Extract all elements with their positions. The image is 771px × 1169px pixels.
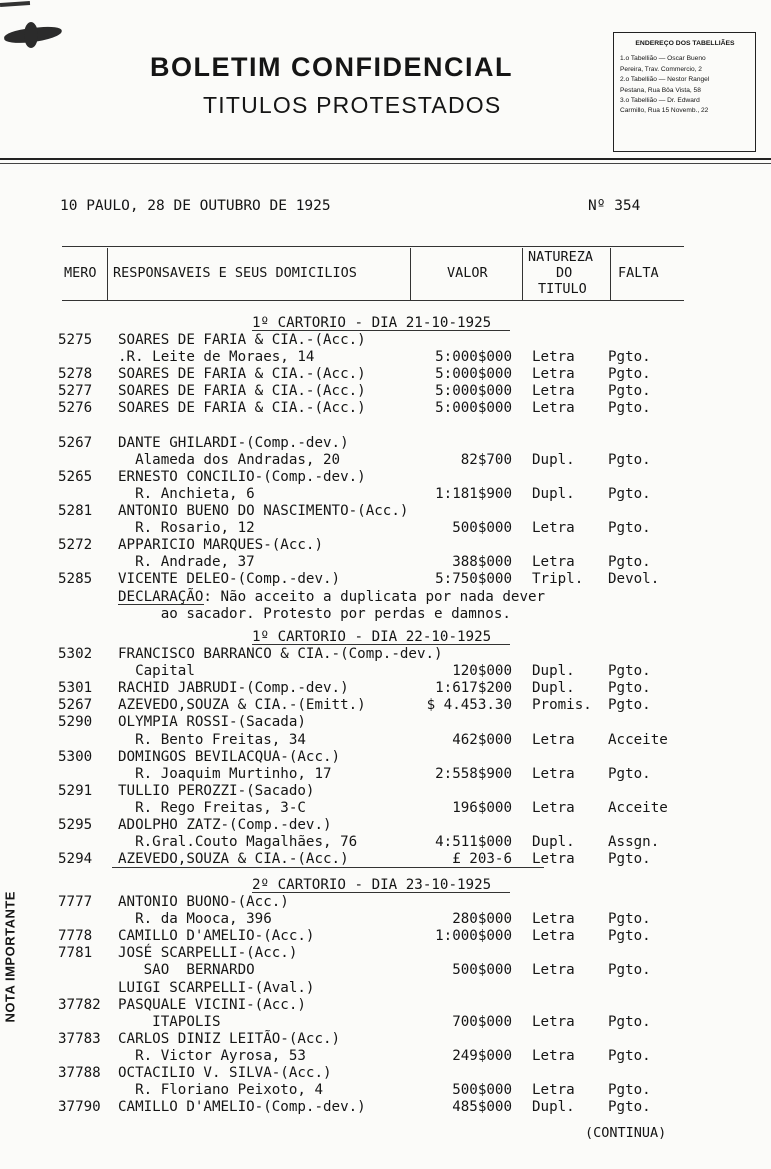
row-number: 5272: [58, 537, 93, 554]
row-status: Pgto.: [608, 697, 651, 714]
header-rule: [0, 158, 771, 160]
row-responsible: ADOLPHO ZATZ-(Comp.-dev.): [118, 817, 332, 833]
row-status: Pgto.: [608, 451, 651, 468]
row-responsible: R. da Mooca, 396: [118, 911, 272, 928]
row-number: 37782: [58, 996, 101, 1013]
table-header-rule-bottom: [62, 300, 684, 301]
row-status: Pgto.: [608, 520, 651, 537]
issue-number: Nº 354: [588, 198, 641, 214]
row-responsible: AZEVEDO,SOUZA & CIA.-(Acc.): [118, 851, 349, 868]
row-number: 5290: [58, 714, 93, 731]
row-number: 7777: [58, 894, 93, 910]
row-title-type: Dupl.: [532, 834, 575, 851]
row-value: 2:558$900: [435, 765, 512, 782]
row-value: 5:750$000: [435, 571, 512, 588]
row-responsible: TULLIO PEROZZI-(Sacado): [118, 782, 315, 799]
row-responsible: LUIGI SCARPELLI-(Aval.): [118, 979, 315, 996]
row-status: Pgto.: [608, 349, 651, 366]
row-value: 700$000: [452, 1013, 512, 1030]
row-responsible: APPARICIO MARQUES-(Acc.): [118, 537, 323, 554]
row-responsible: SOARES DE FARIA & CIA.-(Acc.): [118, 383, 366, 400]
row-responsible: Capital: [118, 663, 195, 680]
row-status: Pgto.: [608, 663, 651, 680]
column-divider: [522, 248, 523, 300]
row-value: 5:000$000: [435, 349, 512, 366]
row-value: 5:000$000: [435, 366, 512, 383]
row-title-type: Dupl.: [532, 485, 575, 502]
address-box: [613, 32, 756, 152]
row-responsible: CARLOS DINIZ LEITÃO-(Acc.): [118, 1030, 341, 1047]
col-header-falta: FALTA: [618, 265, 659, 281]
row-title-type: Letra: [532, 928, 575, 945]
row-responsible: JOSÉ SCARPELLI-(Acc.): [118, 945, 298, 962]
row-title-type: Letra: [532, 400, 575, 417]
column-divider: [610, 248, 611, 300]
row-responsible: CAMILLO D'AMELIO-(Comp.-dev.): [118, 1099, 366, 1116]
row-responsible: R. Joaquim Murtinho, 17: [118, 765, 332, 782]
col-header-titulo: TITULO: [538, 281, 587, 297]
row-responsible: ERNESTO CONCILIO-(Comp.-dev.): [118, 468, 366, 485]
row-number: 5295: [58, 817, 93, 833]
row-responsible: R. Anchieta, 6: [118, 485, 255, 502]
row-title-type: Letra: [532, 731, 575, 748]
row-responsible: ANTONIO BUONO-(Acc.): [118, 894, 289, 910]
row-number: 37788: [58, 1065, 101, 1081]
row-number: 5267: [58, 697, 93, 714]
section-heading-rule: [252, 644, 510, 645]
row-responsible: SOARES DE FARIA & CIA.-(Acc.): [118, 400, 366, 417]
row-title-type: Dupl.: [532, 680, 575, 697]
row-number: 5301: [58, 680, 93, 697]
row-responsible: DANTE GHILARDI-(Comp.-dev.): [118, 434, 349, 451]
row-status: Pgto.: [608, 554, 651, 571]
row-title-type: Letra: [532, 1082, 575, 1099]
row-status: Pgto.: [608, 485, 651, 502]
row-number: 5285: [58, 571, 93, 588]
row-responsible: CAMILLO D'AMELIO-(Acc.): [118, 928, 315, 945]
page-title: BOLETIM CONFIDENCIAL: [150, 52, 513, 82]
row-value: 4:511$000: [435, 834, 512, 851]
side-notice: [0, 0, 40, 1169]
col-header-do: DO: [556, 265, 573, 281]
table-header-rule-top: [62, 246, 684, 247]
row-title-type: Tripl.: [532, 571, 584, 588]
row-value: 462$000: [452, 731, 512, 748]
address-line: 2.o Tabellião — Nestor Rangel: [620, 76, 710, 84]
row-number: 7781: [58, 945, 93, 962]
row-value: $ 4.453.30: [426, 697, 512, 714]
row-value: 249$000: [452, 1047, 512, 1064]
row-title-type: Letra: [532, 962, 575, 979]
row-number: 7778: [58, 928, 93, 945]
row-value: 5:000$000: [435, 400, 512, 417]
row-value: 120$000: [452, 663, 512, 680]
dateline: 10 PAULO, 28 DE OUTUBRO DE 1925: [60, 198, 331, 214]
row-status: Assgn.: [608, 834, 660, 851]
row-responsible: FRANCISCO BARRANCO & CIA.-(Comp.-dev.): [118, 646, 443, 662]
row-status: Pgto.: [608, 383, 651, 400]
continua-footer: (CONTINUA): [585, 1125, 667, 1141]
section-heading-rule: [252, 330, 510, 331]
row-number: 5265: [58, 468, 93, 485]
row-status: Pgto.: [608, 962, 651, 979]
row-title-type: Letra: [532, 1047, 575, 1064]
row-title-type: Letra: [532, 554, 575, 571]
row-status: Pgto.: [608, 851, 651, 868]
section-heading: 1º CARTORIO - DIA 21-10-1925: [252, 315, 492, 331]
row-title-type: Letra: [532, 911, 575, 928]
row-value: 388$000: [452, 554, 512, 571]
row-status: Pgto.: [608, 1099, 651, 1116]
nota-importante-label: NOTA IMPORTANTE: [2, 891, 18, 1023]
row-responsible: R. Rego Freitas, 3-C: [118, 799, 306, 816]
row-title-type: Letra: [532, 383, 575, 400]
row-title-type: Letra: [532, 1013, 575, 1030]
column-divider: [107, 248, 108, 300]
row-title-type: Letra: [532, 366, 575, 383]
row-status: Pgto.: [608, 928, 651, 945]
row-responsible: DECLARAÇÃO: Não acceito a duplicata por nada dever: [118, 588, 546, 605]
row-responsible: SOARES DE FARIA & CIA.-(Acc.): [118, 366, 366, 383]
row-title-type: Letra: [532, 349, 575, 366]
declaracao-underline: [118, 604, 204, 605]
row-value: 500$000: [452, 962, 512, 979]
row-responsible: RACHID JABRUDI-(Comp.-dev.): [118, 680, 349, 697]
row-responsible: R. Victor Ayrosa, 53: [118, 1047, 306, 1064]
row-responsible: R. Floriano Peixoto, 4: [118, 1082, 323, 1099]
row-number: 5294: [58, 851, 93, 868]
row-responsible: R. Andrade, 37: [118, 554, 255, 571]
row-responsible: SOARES DE FARIA & CIA.-(Acc.): [118, 332, 366, 348]
row-value: £ 203-6: [452, 851, 512, 868]
address-line: Pereira, Trav. Commercio, 2: [620, 65, 702, 73]
row-number: 5275: [58, 332, 93, 348]
row-responsible: R. Bento Freitas, 34: [118, 731, 306, 748]
row-status: Acceite: [608, 731, 668, 748]
section-end-rule: [112, 867, 544, 868]
row-title-type: Letra: [532, 520, 575, 537]
row-value: 196$000: [452, 799, 512, 816]
row-responsible: R.Gral.Couto Magalhães, 76: [118, 834, 358, 851]
row-responsible: ITAPOLIS: [118, 1013, 221, 1030]
address-line: Pestana, Rua Bôa Vista, 58: [620, 86, 701, 94]
row-status: Pgto.: [608, 400, 651, 417]
row-number: 5267: [58, 434, 93, 451]
row-number: 37790: [58, 1099, 101, 1116]
row-responsible: .R. Leite de Moraes, 14: [118, 349, 315, 366]
col-header-responsaveis: RESPONSAVEIS E SEUS DOMICILIOS: [113, 265, 357, 281]
row-title-type: Dupl.: [532, 451, 575, 468]
row-status: Pgto.: [608, 366, 651, 383]
row-value: 1:181$900: [435, 485, 512, 502]
section-heading: 1º CARTORIO - DIA 22-10-1925: [252, 629, 492, 645]
row-number: 5276: [58, 400, 93, 417]
row-value: 500$000: [452, 520, 512, 537]
row-responsible: DOMINGOS BEVILACQUA-(Acc.): [118, 748, 341, 765]
row-title-type: Letra: [532, 851, 575, 868]
address-line: 1.o Tabellião — Oscar Bueno: [620, 55, 706, 63]
row-title-type: Promis.: [532, 697, 592, 714]
row-value: 485$000: [452, 1099, 512, 1116]
row-responsible: R. Rosario, 12: [118, 520, 255, 537]
row-title-type: Dupl.: [532, 1099, 575, 1116]
col-header-valor: VALOR: [447, 265, 488, 281]
row-status: Acceite: [608, 799, 668, 816]
row-value: 82$700: [460, 451, 512, 468]
row-number: 37783: [58, 1030, 101, 1047]
row-number: 5278: [58, 366, 93, 383]
row-responsible: OLYMPIA ROSSI-(Sacada): [118, 714, 306, 731]
row-status: Pgto.: [608, 911, 651, 928]
row-responsible: SAO BERNARDO: [118, 962, 255, 979]
row-responsible: Alameda dos Andradas, 20: [118, 451, 341, 468]
row-number: 5302: [58, 646, 93, 662]
row-status: Devol.: [608, 571, 660, 588]
row-status: Pgto.: [608, 1047, 651, 1064]
row-title-type: Dupl.: [532, 663, 575, 680]
row-status: Pgto.: [608, 1013, 651, 1030]
row-status: Pgto.: [608, 680, 651, 697]
row-value: 500$000: [452, 1082, 512, 1099]
row-responsible: AZEVEDO,SOUZA & CIA.-(Emitt.): [118, 697, 366, 714]
address-heading: ENDEREÇO DOS TABELLIÃES: [635, 40, 735, 47]
col-header-natureza: NATUREZA: [528, 249, 594, 265]
row-status: Pgto.: [608, 765, 651, 782]
row-status: Pgto.: [608, 1082, 651, 1099]
row-responsible: ANTONIO BUENO DO NASCIMENTO-(Acc.): [118, 503, 409, 519]
row-number: 5277: [58, 383, 93, 400]
page-subtitle: TITULOS PROTESTADOS: [203, 92, 502, 118]
row-responsible: VICENTE DELEO-(Comp.-dev.): [118, 571, 341, 588]
row-value: 1:617$200: [435, 680, 512, 697]
address-line: Carmillo, Rua 15 Novemb., 22: [620, 107, 709, 115]
row-responsible: ao sacador. Protesto por perdas e damnos.: [118, 605, 511, 622]
row-value: 280$000: [452, 911, 512, 928]
col-header-numero: MERO: [64, 265, 97, 281]
row-responsible: PASQUALE VICINI-(Acc.): [118, 996, 306, 1013]
row-title-type: Letra: [532, 799, 575, 816]
row-value: 5:000$000: [435, 383, 512, 400]
section-heading-rule: [252, 892, 510, 893]
row-number: 5281: [58, 503, 93, 519]
column-divider: [410, 248, 411, 300]
row-responsible: OCTACILIO V. SILVA-(Acc.): [118, 1065, 332, 1081]
address-line: 3.o Tabellião — Dr. Edward: [620, 97, 700, 105]
row-title-type: Letra: [532, 765, 575, 782]
row-value: 1:000$000: [435, 928, 512, 945]
row-number: 5300: [58, 748, 93, 765]
section-heading: 2º CARTORIO - DIA 23-10-1925: [252, 877, 492, 893]
row-number: 5291: [58, 782, 93, 799]
header-rule-thin: [0, 163, 771, 164]
